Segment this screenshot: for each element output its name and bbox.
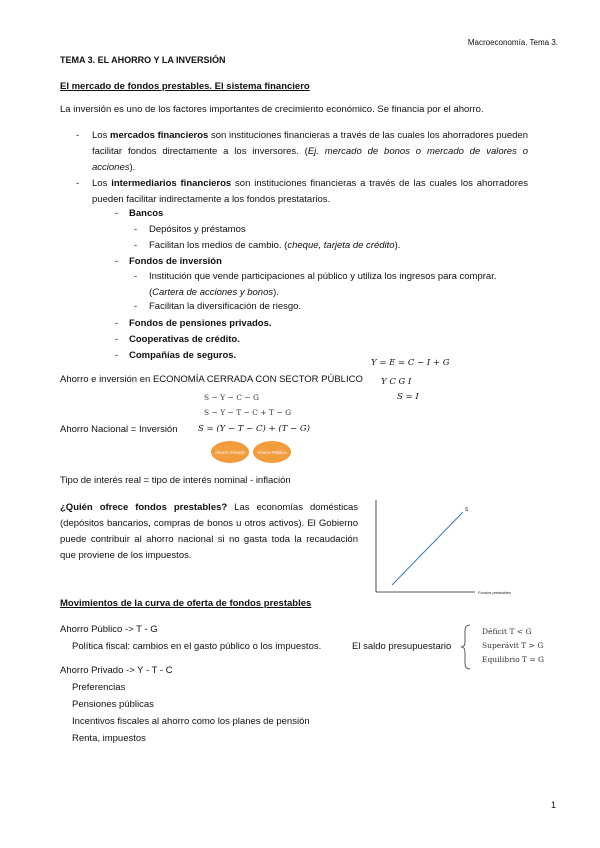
equation-savings-2: S − Y − T − C + T − G: [204, 408, 292, 417]
cerrada-text: Ahorro e inversión en ECONOMÍA CERRADA CON SECTOR PÚBLICO: [60, 374, 363, 385]
equation-identity: Y = E = C − I + G: [371, 358, 450, 368]
running-header: Macroeconomía. Tema 3.: [467, 38, 558, 47]
intro-paragraph: La inversión es uno de los factores importantes de crecimiento económico. Se financia por el ahorro.: [60, 104, 484, 115]
page-number: 1: [550, 800, 556, 810]
supply-graph: [370, 500, 520, 600]
list-item-seguros: - Compañías de seguros.: [115, 350, 237, 361]
brace-equilibrio: Equilibrio T = G: [482, 655, 545, 664]
equation-savings-investment: S = I: [397, 392, 419, 402]
list-item-pensiones: - Fondos de pensiones privados.: [115, 318, 272, 329]
brace-superavit: Superávit T > G: [482, 641, 544, 650]
supply-curve-label: S: [465, 507, 469, 513]
section-heading-mercado: El mercado de fondos prestables. El sistema financiero: [60, 81, 310, 92]
list-item-depositos: - Depósitos y préstamos: [134, 224, 246, 235]
oval-ahorro-publico: Ahorro Público: [253, 441, 291, 463]
list-item-diversificacion: - Facilitan la diversificación de riesgo.: [134, 301, 302, 312]
document-title: TEMA 3. EL AHORRO Y LA INVERSIÓN: [60, 55, 226, 65]
ahorro-privado-label: Ahorro Privado -> Y - T - C: [60, 665, 173, 676]
politica-fiscal-text: Política fiscal: cambios en el gasto público o los impuestos.: [72, 641, 322, 652]
ahorro-publico-label: Ahorro Público -> T - G: [60, 624, 158, 635]
equation-variables: Y C G I: [381, 377, 412, 387]
ahorro-nacional-label: Ahorro Nacional = Inversión: [60, 424, 178, 435]
section-heading-movimientos: Movimientos de la curva de oferta de fondos prestables: [60, 598, 312, 609]
quien-paragraph: ¿Quién ofrece fondos prestables? Las economías domésticas (depósitos bancarios, compras de bonos u otros activos). El Gobierno puede contribuir al ahorro nacional si no gasta toda la recaudación que proviene de los impuestos.: [60, 502, 358, 561]
list-item-bancos: - Bancos: [115, 208, 164, 219]
tipo-interes-text: Tipo de interés real = tipo de interés nominal - inflación: [60, 475, 291, 486]
privado-item-preferencias: Preferencias: [72, 682, 126, 693]
list-item-institucion: - Institución que vende participaciones al público y utiliza los ingresos para comprar. (Cartera de acciones y bonos).: [134, 271, 497, 298]
brace-deficit: Déficit T < G: [482, 627, 532, 636]
bullet-intermediarios: - Los intermediarios financieros son instituciones financieras a través de las cuales los ahorradores pueden facilitar indirectamente a los fondos prestatarios.: [76, 178, 529, 205]
brace-icon: [460, 624, 472, 670]
list-item-fondos-inversion: - Fondos de inversión: [115, 256, 222, 267]
equation-savings-1: S − Y − C − G: [204, 393, 259, 402]
supply-curve: [392, 512, 463, 585]
equation-savings-3: S = (Y − T − C) + (T − G): [198, 424, 310, 434]
privado-item-renta: Renta, impuestos: [72, 733, 146, 744]
oval-ahorro-privado: Ahorro Privado: [211, 441, 249, 463]
saldo-presupuestario-text: El saldo presupuestario: [352, 641, 452, 652]
bullet-mercados-financieros: - Los mercados financieros son instituciones financieras a través de las cuales los ahorradores pueden facilitar fondos directamente a los inversores. (Ej. mercado de bonos o mercado de valores o acciones).: [76, 130, 528, 173]
privado-item-pensiones: Pensiones públicas: [72, 699, 154, 710]
list-item-medios-cambio: - Facilitan los medios de cambio. (cheque, tarjeta de crédito).: [134, 240, 401, 251]
list-item-cooperativas: - Cooperativas de crédito.: [115, 334, 240, 345]
privado-item-incentivos: Incentivos fiscales al ahorro como los planes de pensión: [72, 716, 310, 727]
x-axis-label: Fondos prestables: [478, 590, 511, 595]
